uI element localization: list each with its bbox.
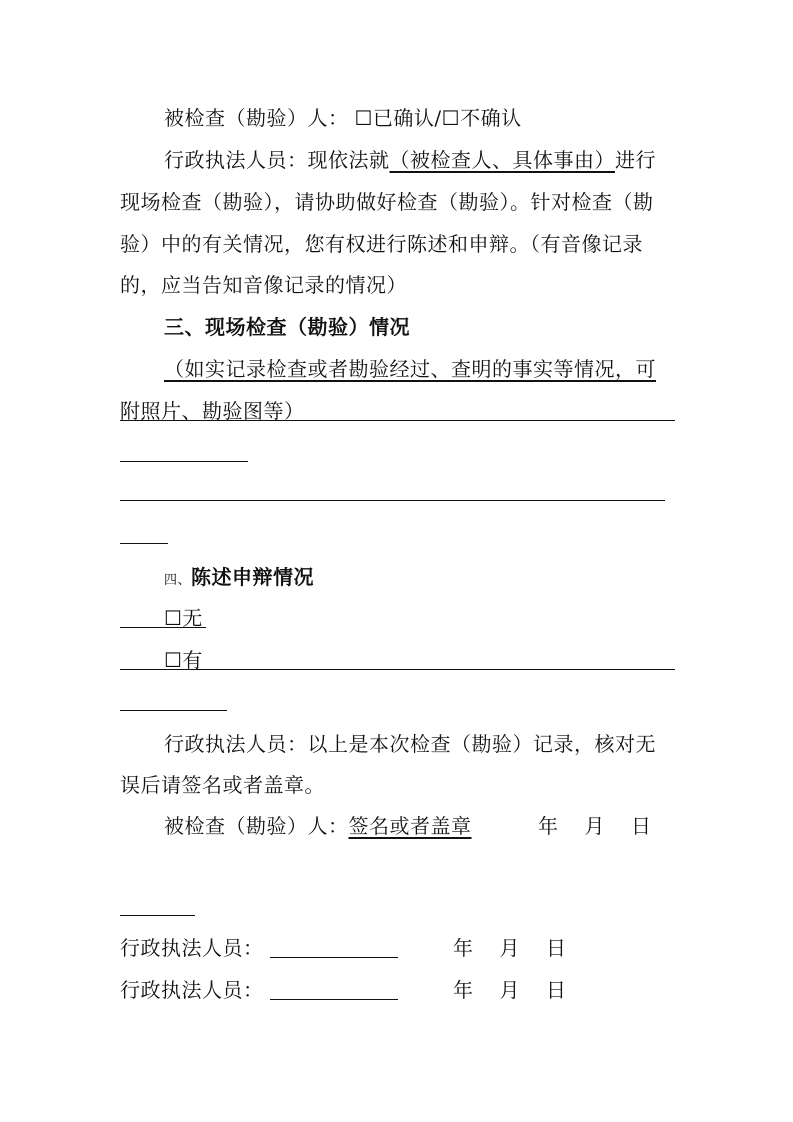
section4-number: 四、	[164, 573, 192, 588]
section3-hint-text: （如实记录检查或者勘验经过、查明的事实等情况，可	[164, 357, 656, 381]
fill-line	[120, 627, 206, 628]
day-label: 日	[546, 936, 567, 960]
statement-have-option[interactable]: ☐有	[164, 648, 203, 672]
closing-line-2: 误后请签名或者盖章。	[120, 773, 325, 797]
officer-1-signature-field[interactable]	[270, 957, 398, 958]
signature-label: 被检查（勘验）人：	[164, 814, 349, 838]
fill-line[interactable]	[120, 669, 675, 670]
notice-line-4: 的，应当告知音像记录的情况）	[120, 273, 407, 297]
notice-line-3: 验）中的有关情况，您有权进行陈述和申辩。（有音像记录	[120, 232, 643, 256]
confirm-line	[164, 106, 676, 130]
notice-line-1	[164, 148, 676, 172]
inspection-subject-field[interactable]: （被检查人、具体事由）	[389, 148, 615, 172]
officer-2-date	[453, 978, 593, 1002]
month-label: 月	[584, 814, 605, 838]
fill-line[interactable]	[120, 500, 665, 501]
notice-line-2: 现场检查（勘验），请协助做好检查（勘验）。针对检查（勘	[120, 190, 654, 214]
month-label: 月	[499, 936, 520, 960]
confirm-prefix: 被检查（勘验）人：	[164, 106, 349, 130]
year-label: 年	[453, 936, 474, 960]
year-label: 年	[453, 978, 474, 1002]
year-label: 年	[538, 814, 559, 838]
divider-line	[120, 915, 195, 916]
officer-2-signature-field[interactable]	[270, 999, 398, 1000]
fill-line[interactable]	[120, 543, 168, 544]
notice-text: 进行	[615, 148, 656, 172]
signature-date	[538, 814, 678, 838]
officer-label: 行政执法人员：	[120, 978, 264, 1002]
deny-checkbox[interactable]: ☐不确认	[441, 106, 522, 130]
section3-heading: 三、现场检查（勘验）情况	[164, 315, 410, 339]
signature-field[interactable]: 签名或者盖章	[348, 814, 472, 838]
day-label: 日	[631, 814, 652, 838]
officer-label: 行政执法人员：	[120, 936, 264, 960]
section3-hint-line-1	[120, 357, 676, 381]
officer-1-date	[453, 936, 593, 960]
section4-heading	[164, 565, 676, 593]
fill-line[interactable]	[120, 461, 248, 462]
notice-text: 行政执法人员：现依法就	[164, 148, 390, 172]
closing-line-1: 行政执法人员：以上是本次检查（勘验）记录，核对无	[164, 732, 656, 756]
month-label: 月	[499, 978, 520, 1002]
fill-line[interactable]	[120, 710, 227, 711]
section4-title: 陈述申辩情况	[191, 565, 315, 589]
confirm-checkbox[interactable]: ☐已确认/	[354, 106, 442, 130]
statement-none-option[interactable]: ☐无	[164, 606, 203, 630]
section3-hint-line-2: 附照片、勘验图等）	[120, 399, 305, 423]
fill-line[interactable]	[120, 420, 675, 421]
day-label: 日	[546, 978, 567, 1002]
